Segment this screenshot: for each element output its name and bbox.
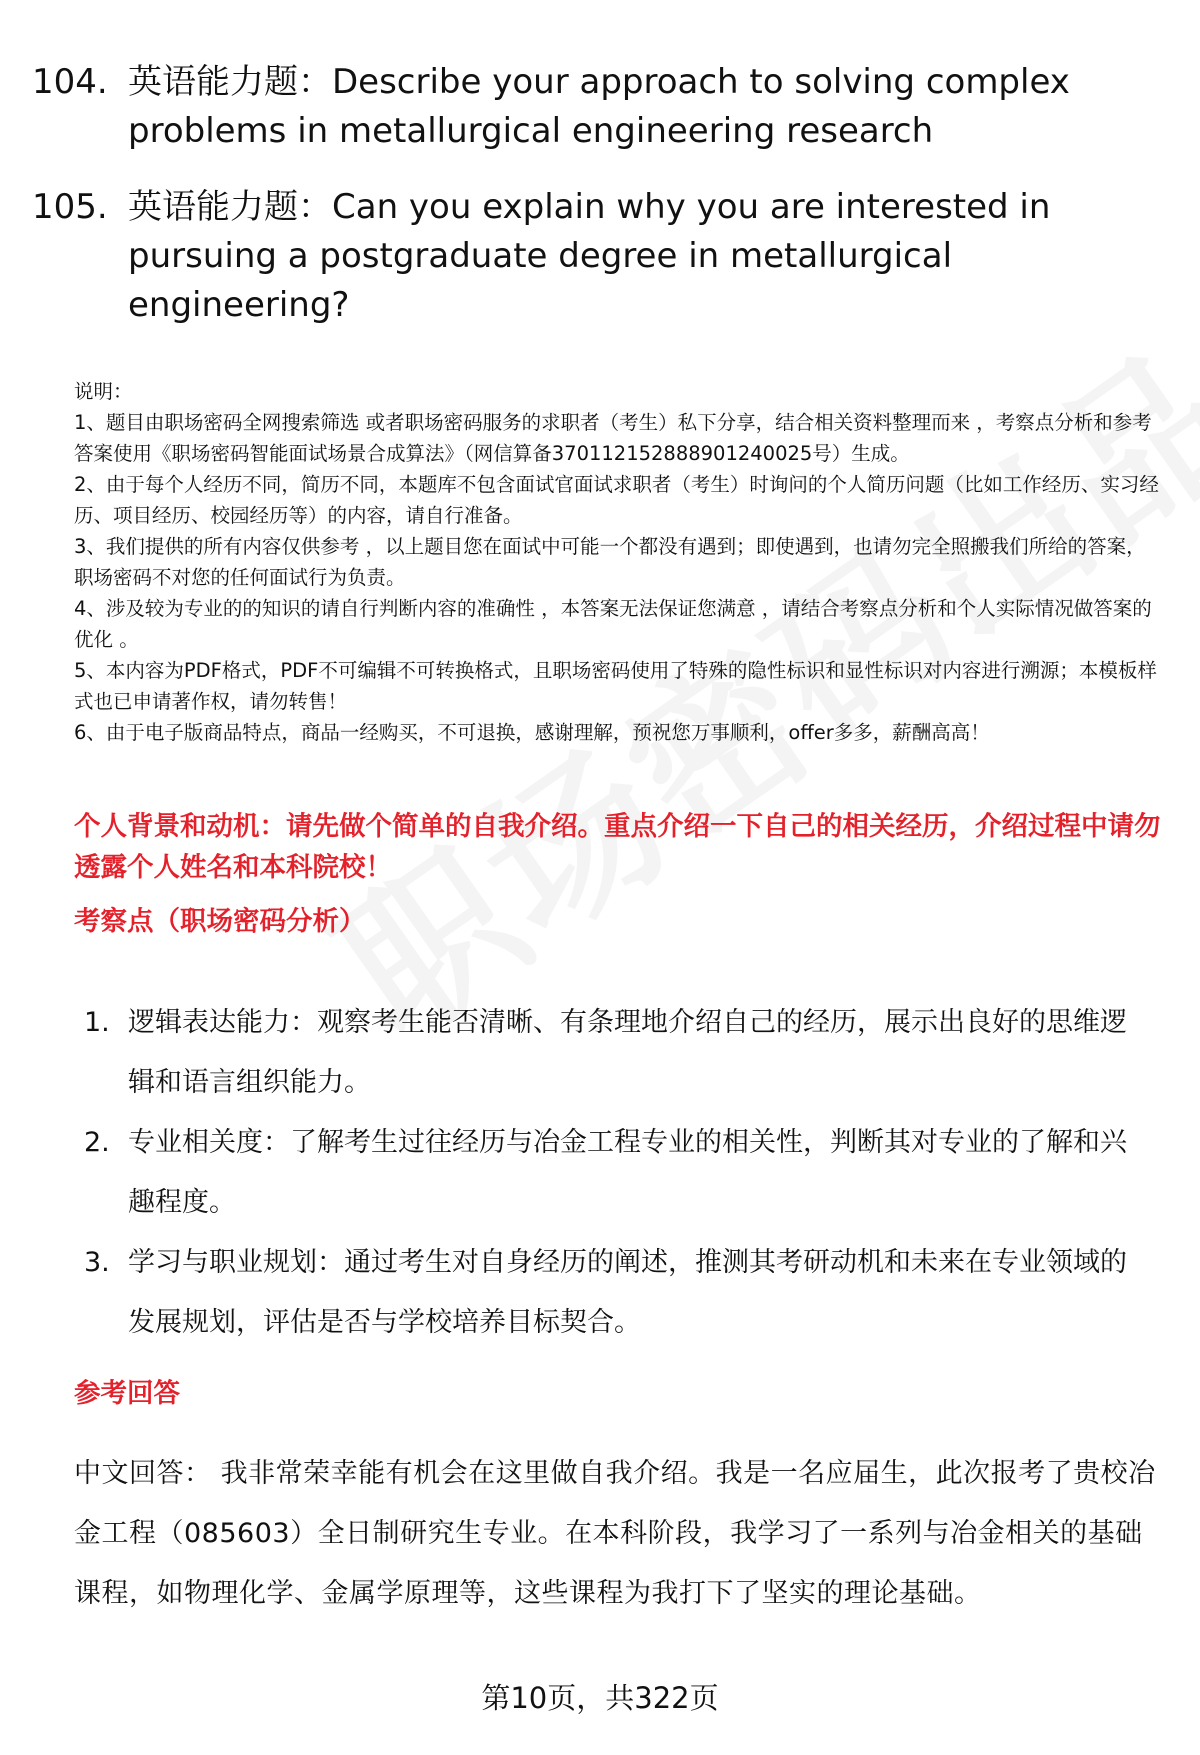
analysis-point: [84, 993, 1144, 1113]
notes-section: [74, 376, 1164, 748]
note-item: 2、由于每个人经历不同，简历不同，本题库不包含面试官面试求职者（考生）时询问的个人简历问题（比如工作经历、实习经历、项目经历、校园经历等）的内容，请自行准备。: [74, 473, 1159, 527]
question-item: [32, 183, 1172, 330]
point-text: 学习与职业规划：通过考生对自身经历的阐述，推测其考研动机和未来在专业领域的发展规划，评估是否与学校培养目标契合。: [128, 1247, 1127, 1338]
point-number: 2.: [84, 1127, 110, 1158]
question-text: 英语能力题：Can you explain why you are interested in pursuing a postgraduate degree in metallurgical engineering?: [128, 187, 1051, 325]
note-item: 3、我们提供的所有内容仅供参考 ，以上题目您在面试中可能一个都没有遇到；即使遇到，也请勿完全照搬我们所给的答案，职场密码不对您的任何面试行为负责。: [74, 535, 1146, 589]
analysis-points: [84, 993, 1144, 1353]
point-text: 逻辑表达能力：观察考生能否清晰、有条理地介绍自己的经历，展示出良好的思维逻辑和语言组织能力。: [128, 1007, 1127, 1098]
analysis-point: [84, 1233, 1144, 1353]
point-number: 1.: [84, 1007, 110, 1038]
note-item: 4、涉及较为专业的的知识的请自行判断内容的准确性 ，本答案无法保证您满意 ，请结合考察点分析和个人实际情况做答案的优化 。: [74, 597, 1152, 651]
note-item: 5、本内容为PDF格式，PDF不可编辑不可转换格式，且职场密码使用了特殊的隐性标识和显性标识对内容进行溯源；本模板样式也已申请著作权，请勿转售！: [74, 659, 1157, 713]
page-footer: 第10页，共322页: [481, 1681, 719, 1715]
question-number: 105.: [32, 187, 108, 227]
point-text: 专业相关度：了解考生过往经历与冶金工程专业的相关性，判断其对专业的了解和兴趣程度。: [128, 1127, 1127, 1218]
question-item: [32, 58, 1172, 156]
reference-answer: 中文回答： 我非常荣幸能有机会在这里做自我介绍。我是一名应届生，此次报考了贵校冶金工程（085603）全日制研究生专业。在本科阶段，我学习了一系列与冶金相关的基础课程，如物理化学、金属学原理等，这些课程为我打下了坚实的理论基础。: [74, 1458, 1156, 1609]
reference-title: 参考回答: [74, 1378, 180, 1409]
question-list: [32, 58, 1172, 357]
interview-question: 个人背景和动机：请先做个简单的自我介绍。重点介绍一下自己的相关经历，介绍过程中请勿透露个人姓名和本科院校！: [74, 811, 1161, 883]
point-number: 3.: [84, 1247, 110, 1278]
analysis-title: 考察点（职场密码分析）: [74, 906, 366, 937]
note-item: 1、题目由职场密码全网搜索筛选 或者职场密码服务的求职者（考生）私下分享，结合相关资料整理而来 ，考察点分析和参考答案使用《职场密码智能面试场景合成算法》（网信算备370112152888901240025号）生成。: [74, 411, 1152, 465]
note-item: 6、由于电子版商品特点，商品一经购买，不可退换，感谢理解，预祝您万事顺利，offer多多，薪酬高高！: [74, 721, 990, 744]
question-text: 英语能力题：Describe your approach to solving complex problems in metallurgical engineering research: [128, 62, 1070, 151]
notes-title: 说明：: [74, 380, 133, 403]
question-number: 104.: [32, 62, 108, 102]
analysis-point: [84, 1113, 1144, 1233]
